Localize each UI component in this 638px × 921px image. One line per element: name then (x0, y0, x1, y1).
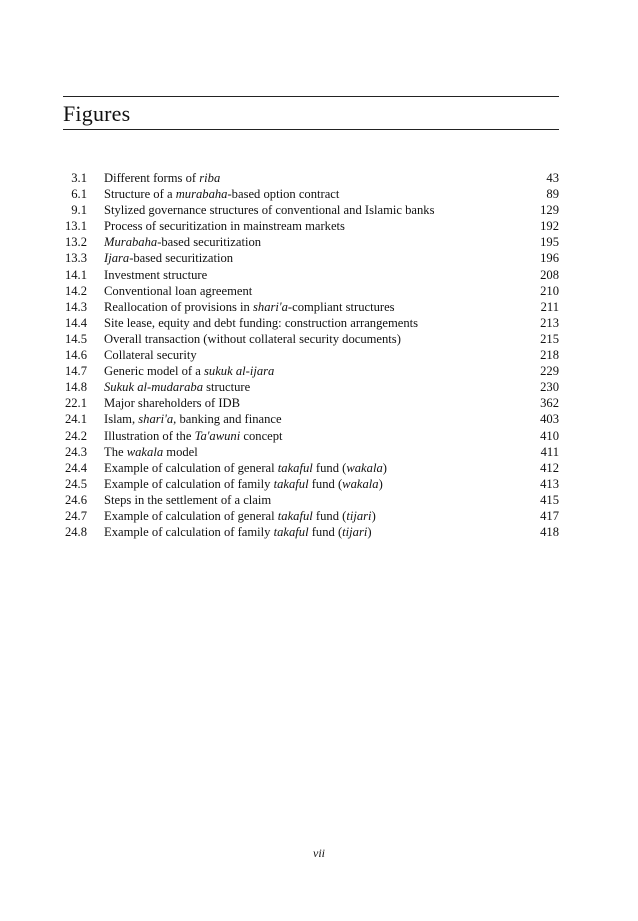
figure-page-number: 215 (540, 331, 559, 346)
figure-title (104, 508, 376, 524)
figure-entry (63, 428, 559, 444)
figure-title-italic-segment: Murabaha (104, 235, 158, 250)
figure-title-segment: banking and finance (176, 412, 282, 427)
figure-title (104, 524, 372, 540)
figure-page-number: 129 (540, 203, 559, 218)
figure-title (104, 299, 395, 315)
figure-page-number: 417 (540, 508, 559, 523)
figure-title-segment: The (104, 444, 127, 459)
figure-page-number: 415 (540, 492, 559, 507)
figure-title-italic-segment: wakala (126, 444, 164, 459)
figure-page-number: 410 (540, 428, 559, 443)
figure-page-number: 418 (540, 525, 559, 540)
figure-entry (63, 234, 559, 250)
figure-title (104, 460, 387, 476)
page-heading: Figures (63, 101, 131, 126)
figure-title-segment: Overall transaction (without collateral security documents) (104, 331, 401, 346)
figure-entry (63, 267, 559, 283)
figure-number: 14.3 (64, 299, 87, 314)
figure-title-segment: Different forms of (104, 171, 200, 185)
figure-entry (63, 283, 559, 299)
figure-number: 13.1 (64, 219, 87, 234)
figure-title (104, 411, 282, 427)
figure-entry (63, 460, 559, 476)
figure-number: 14.8 (64, 380, 87, 395)
figure-page-number: 192 (540, 219, 559, 234)
figure-title (104, 492, 271, 508)
figure-title (104, 347, 197, 363)
figure-page-number: 89 (546, 187, 559, 202)
figure-title-segment: fund ( (308, 476, 343, 491)
figure-entry (63, 218, 559, 234)
figure-title (104, 363, 274, 379)
figure-number: 24.2 (64, 428, 87, 443)
figure-title-segment: Conventional loan agreement (104, 283, 253, 298)
figure-title-segment: Generic model of a (104, 364, 205, 379)
figure-title-italic-segment: Sukuk al-mudaraba (104, 380, 203, 395)
figure-number: 24.7 (64, 508, 87, 523)
figure-entry (63, 315, 559, 331)
figure-page-number: 43 (546, 171, 559, 185)
figure-title (104, 331, 401, 347)
figure-title (104, 234, 261, 250)
figure-page-number: 362 (540, 396, 559, 411)
figure-title-segment: -based option contract (227, 187, 340, 202)
figure-number: 14.7 (64, 364, 87, 379)
figure-title-segment: ) (378, 476, 383, 491)
figure-number: 24.6 (64, 492, 87, 507)
figure-title-segment: Site lease, equity and debt funding: construction arrangements (104, 315, 419, 330)
figure-title-segment: concept (240, 428, 283, 443)
figure-title (104, 170, 220, 186)
figure-entry (63, 299, 559, 315)
figure-entry (63, 250, 559, 266)
figure-title-segment: Process of securitization in mainstream markets (104, 219, 345, 234)
figure-entry (63, 411, 559, 427)
figure-title-segment: -based securitization (157, 235, 262, 250)
figure-title-italic-segment: takaful (273, 476, 309, 491)
figure-entry (63, 379, 559, 395)
heading-bottom-rule (63, 129, 559, 130)
figure-title-italic-segment: wakala (346, 460, 383, 475)
figure-title-segment: Example of calculation of general (104, 508, 278, 523)
figure-title-segment: Stylized governance structures of conventional and Islamic banks (104, 203, 435, 218)
figure-page-number: 208 (540, 267, 559, 282)
figure-number: 14.6 (64, 348, 87, 363)
figure-number: 14.1 (64, 267, 87, 282)
figure-title (104, 218, 345, 234)
figure-title-italic-segment: riba (199, 171, 221, 185)
figure-entry (63, 444, 559, 460)
figure-title (104, 444, 198, 460)
figure-title-segment: Structure of a (104, 187, 176, 202)
figure-title-segment: Illustration of the (104, 428, 195, 443)
figure-title-italic-segment: sukuk al-ijara (204, 364, 275, 379)
figure-entry (63, 524, 559, 540)
figure-title-segment: Major shareholders of IDB (104, 396, 241, 411)
figure-number: 24.1 (64, 412, 87, 427)
figure-title-segment: structure (203, 380, 251, 395)
figure-number: 22.1 (64, 396, 87, 411)
figure-entry (63, 170, 559, 186)
figure-title-italic-segment: takaful (277, 460, 313, 475)
figure-number: 13.2 (64, 235, 87, 250)
figure-page-number: 195 (540, 235, 559, 250)
figure-title (104, 476, 383, 492)
figure-title-segment: Example of calculation of family (104, 476, 274, 491)
figure-title (104, 283, 252, 299)
figure-page-number: 230 (540, 380, 559, 395)
figure-title-segment: fund ( (312, 460, 347, 475)
figure-title-italic-segment: murabaha (175, 187, 228, 202)
figure-title-segment: Example of calculation of general (104, 460, 278, 475)
figure-title (104, 267, 207, 283)
figure-entry (63, 202, 559, 218)
figure-entry (63, 363, 559, 379)
figure-title-segment: fund ( (312, 508, 347, 523)
figure-title (104, 250, 233, 266)
figure-title-italic-segment: shari'a (253, 299, 288, 314)
figure-title-segment: Islam, (104, 412, 139, 427)
figure-title-segment: Collateral security (104, 348, 197, 363)
figure-title-segment: -compliant structures (287, 299, 395, 314)
heading-top-rule (63, 96, 559, 97)
figure-entry (63, 476, 559, 492)
figure-title (104, 379, 250, 395)
figure-title-segment: Example of calculation of family (104, 525, 274, 540)
figure-entry (63, 508, 559, 524)
figure-page-number: 218 (540, 348, 559, 363)
figure-entry (63, 347, 559, 363)
figure-page-number: 211 (540, 299, 559, 314)
figure-title-italic-segment: tijari (342, 525, 368, 540)
figure-entry (63, 331, 559, 347)
figure-page-number: 196 (540, 251, 559, 266)
figure-title-segment: Investment structure (104, 267, 208, 282)
figure-title (104, 395, 240, 411)
figure-title-italic-segment: takaful (273, 525, 309, 540)
figure-title-segment: Reallocation of provisions in (104, 299, 254, 314)
figure-number: 3.1 (71, 171, 87, 185)
figure-entry (63, 492, 559, 508)
figure-title-segment: ) (382, 460, 387, 475)
figures-list (63, 170, 559, 540)
page-number: vii (313, 846, 325, 860)
figure-page-number: 413 (540, 476, 559, 491)
figure-page-number: 210 (540, 283, 559, 298)
figure-page-number: 411 (540, 444, 559, 459)
figure-title-segment: Steps in the settlement of a claim (104, 492, 272, 507)
figure-page-number: 403 (540, 412, 559, 427)
figure-title (104, 186, 339, 202)
figure-page-number: 412 (540, 460, 559, 475)
figure-title-italic-segment: takaful (277, 508, 313, 523)
figure-title-italic-segment: Ijara (104, 251, 130, 266)
figure-number: 14.2 (64, 283, 87, 298)
figure-entry (63, 395, 559, 411)
figure-page-number: 229 (540, 364, 559, 379)
figure-number: 14.4 (64, 315, 87, 330)
figure-number: 24.4 (64, 460, 87, 475)
figure-title (104, 428, 283, 444)
figure-title-italic-segment: Ta'awuni (194, 428, 241, 443)
figure-number: 24.5 (64, 476, 87, 491)
figure-title-segment: ) (371, 508, 376, 523)
figure-number: 9.1 (71, 203, 87, 218)
figure-title-segment: ) (367, 525, 372, 540)
figure-title-segment: -based securitization (129, 251, 234, 266)
figure-number: 24.3 (64, 444, 87, 459)
figure-title-italic-segment: wakala (342, 476, 379, 491)
figure-page-number: 213 (540, 315, 559, 330)
figure-number: 14.5 (64, 331, 87, 346)
figure-title-italic-segment: shari'a, (138, 412, 177, 427)
figure-number: 24.8 (64, 525, 87, 540)
figure-number: 13.3 (64, 251, 87, 266)
figure-title (104, 202, 434, 218)
figure-title-italic-segment: tijari (346, 508, 372, 523)
figure-number: 6.1 (71, 187, 87, 202)
figure-entry (63, 186, 559, 202)
figure-title-segment: fund ( (308, 525, 343, 540)
figure-title (104, 315, 418, 331)
figure-title-segment: model (163, 444, 198, 459)
